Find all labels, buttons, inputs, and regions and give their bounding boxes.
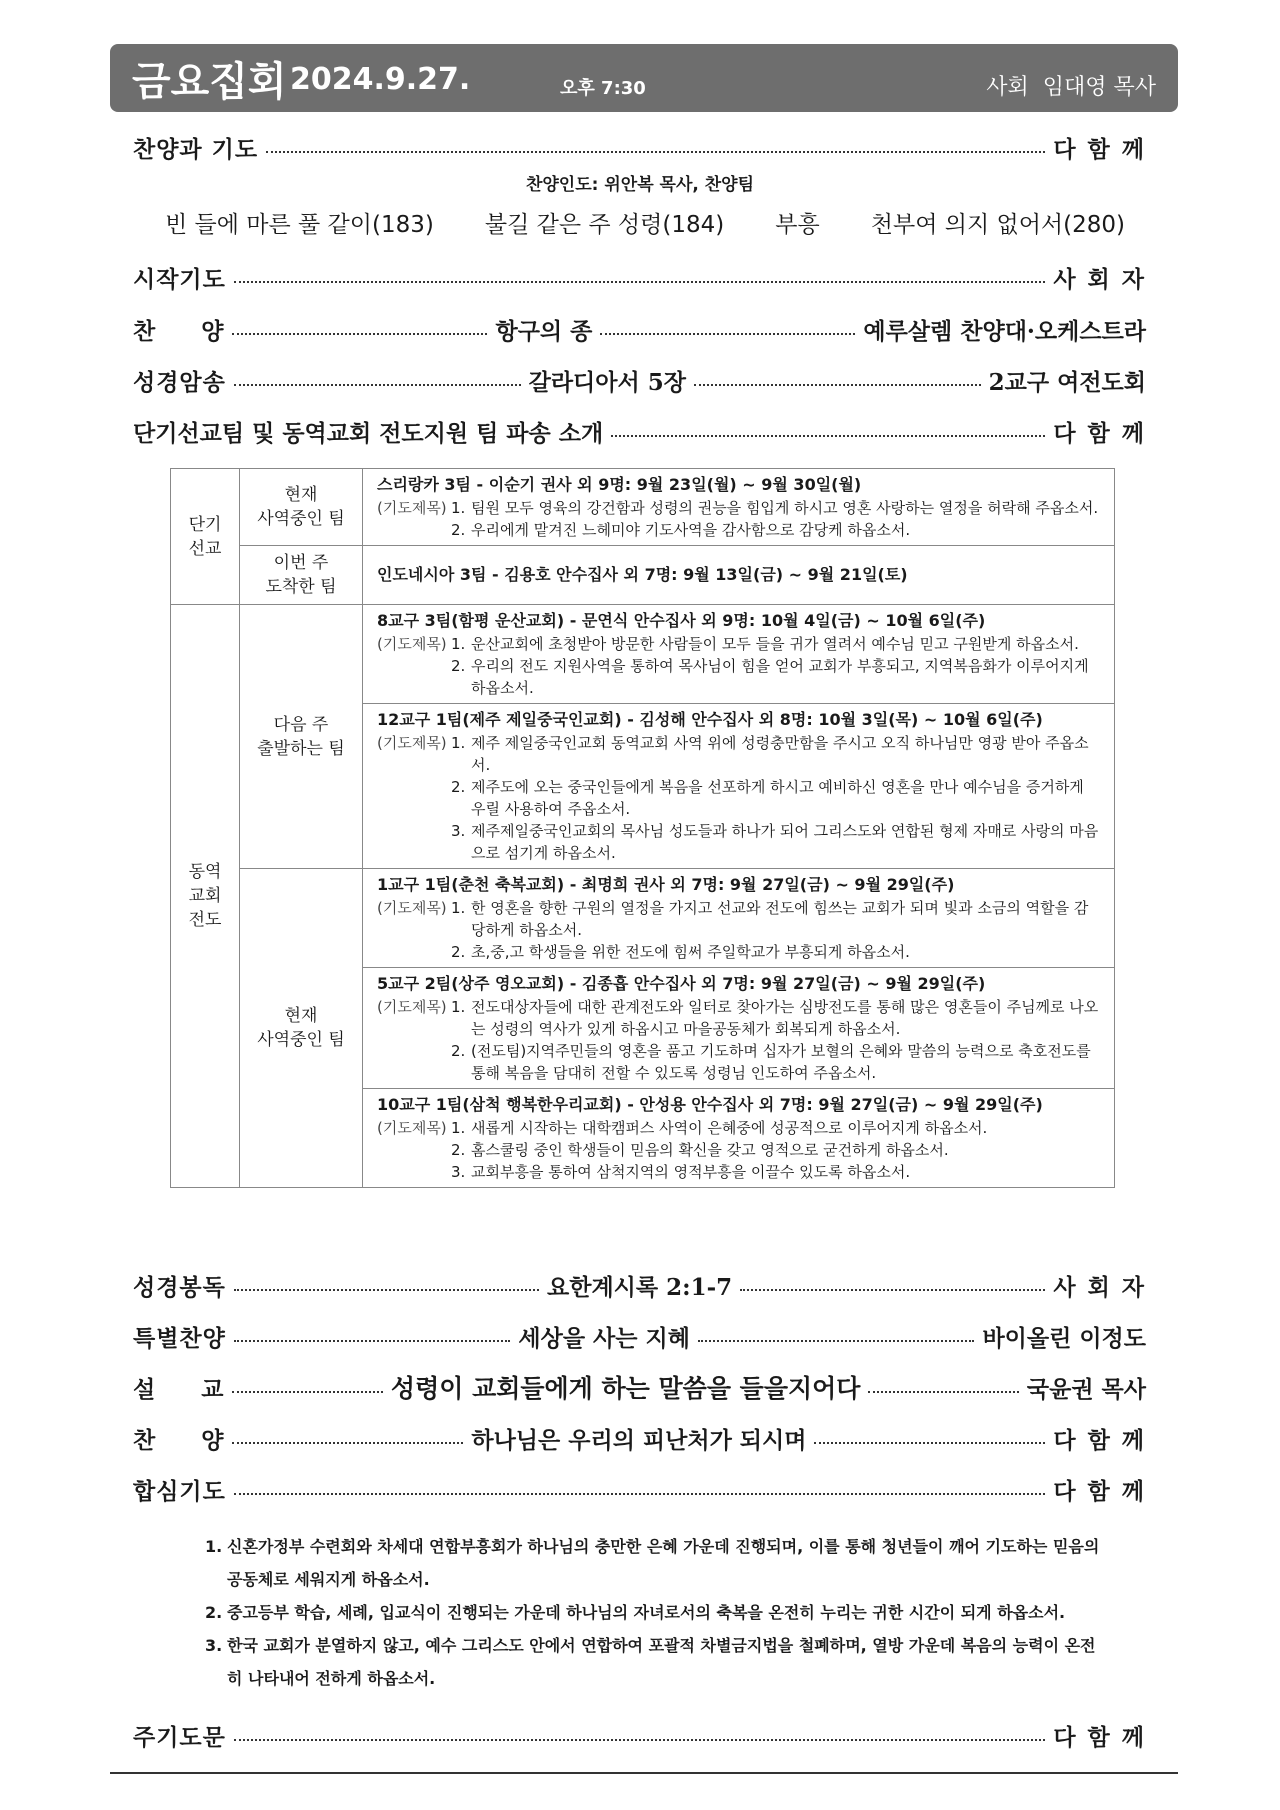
mission-team-table (170, 468, 1115, 1188)
order-performer: 국윤권 목사 (1026, 1375, 1146, 1403)
dotted-leader (232, 333, 487, 335)
order-label: 찬 양 (133, 317, 225, 345)
team-entry (363, 869, 1115, 968)
service-date: 2024.9.27. (290, 62, 471, 97)
list-item: 1. 신혼가정부 수련회와 차세대 연합부흥회가 하나님의 충만한 은혜 가운데 진행되며, 이를 통해 청년들이 깨어 기도하는 믿음의 공동체로 세워지게 하옵소서. (205, 1537, 1100, 1589)
dotted-leader (698, 1340, 975, 1342)
service-time: 오후 7:30 (560, 78, 646, 99)
order-performer: 다 함 께 (1053, 1426, 1147, 1454)
team-title: 12교구 1팀(제주 제일중국인교회) - 김성해 안수집사 외 8명: 10월 3일(목) ~ 10월 6일(주) (377, 710, 1043, 729)
order-row-scripture-reading (133, 1268, 1146, 1302)
dotted-leader (232, 1391, 382, 1393)
order-label: 성경암송 (133, 368, 226, 396)
order-label: 설 교 (133, 1375, 225, 1403)
order-performer: 2교구 여전도회 (988, 368, 1146, 396)
prayer-item: 2. 초,중,고 학생들을 위한 전도에 힘써 주일학교가 부흥되게 하옵소서. (451, 943, 910, 961)
order-row-special-praise (133, 1319, 1146, 1353)
order-label: 특별찬양 (133, 1324, 226, 1352)
prayer-item: 2. 우리에게 맡겨진 느헤미야 기도사역을 감사함으로 감당케 하옵소서. (451, 521, 911, 539)
team-entry (363, 1089, 1115, 1188)
hymn-item: 빈 들에 마른 풀 같이(183) (165, 212, 434, 238)
order-performer: 다 함 께 (1053, 419, 1146, 447)
order-label: 단기선교팀 및 동역교회 전도지원 팀 파송 소개 (133, 419, 604, 447)
hymn-item: 천부여 의지 없어서(280) (870, 212, 1125, 238)
status-current-team: 현재 사역중인 팀 (240, 869, 363, 1188)
team-title: 5교구 2팀(상주 영오교회) - 김종흡 안수집사 외 7명: 9월 27일(금) ~ 9월 29일(주) (377, 974, 986, 993)
order-row-praise (133, 312, 1146, 346)
order-performer: 사 회 자 (1053, 265, 1146, 293)
header-bar (110, 44, 1178, 112)
service-leader: 사회 임대영 목사 (986, 75, 1156, 100)
prayer-item: 2. (전도팀)지역주민들의 영혼을 품고 기도하며 십자가 보혈의 은혜와 말씀의 능력으로 축호전도를 통해 복음을 담대히 전할 수 있도록 성령님 인도하여 주옵소서. (451, 1042, 1091, 1082)
list-item: 3. 한국 교회가 분열하지 않고, 예수 그리스도 안에서 연합하여 포괄적 차별금지법을 철폐하며, 열방 가운데 복음의 능력이 온전히 나타내어 전하게 하옵소서. (205, 1636, 1096, 1688)
category-partner-church-evangelism: 동역 교회 전도 (171, 605, 240, 1188)
order-label: 찬 양 (133, 1426, 225, 1454)
order-label: 성경봉독 (133, 1273, 226, 1301)
hymn-item: 부흥 (775, 212, 820, 238)
order-label: 시작기도 (133, 265, 226, 293)
order-content: 갈라디아서 5장 (528, 368, 686, 396)
dotted-leader (234, 281, 1045, 283)
order-row-praise-2 (133, 1421, 1146, 1455)
prayer-item: (기도제목) 1. 전도대상자들에 대한 관계전도와 일터로 찾아가는 심방전도를 통해 많은 영혼들이 주님께로 나오는 성령의 역사가 있게 하옵시고 마을공동체가 회복되게 하옵소서. (377, 998, 1099, 1038)
dotted-leader (611, 435, 1045, 437)
bottom-divider (110, 1772, 1178, 1774)
sermon-title: 성령이 교회들에게 하는 말씀을 들을지어다 (390, 1374, 861, 1403)
order-row-joint-prayer (133, 1472, 1146, 1506)
prayer-item: 2. 우리의 전도 지원사역을 통하여 목사님이 힘을 얻어 교회가 부흥되고, 지역복음화가 이루어지게 하옵소서. (451, 657, 1089, 697)
dotted-leader (234, 1739, 1045, 1741)
prayer-item: (기도제목) 1. 한 영혼을 향한 구원의 열정을 가지고 선교와 전도에 힘쓰는 교회가 되며 빛과 소금의 역할을 감당하게 하옵소서. (377, 899, 1089, 939)
order-row-sermon (133, 1370, 1146, 1404)
order-row-scripture-recitation (133, 363, 1146, 397)
order-performer: 예루살렘 찬양대·오케스트라 (863, 317, 1147, 345)
order-content: 요한계시록 2:1-7 (547, 1273, 733, 1301)
order-row-team-introduction (133, 414, 1146, 448)
list-item: 2. 중고등부 학습, 세례, 입교식이 진행되는 가운데 하나님의 자녀로서의 축복을 온전히 누리는 귀한 시간이 되게 하옵소서. (205, 1603, 1066, 1622)
prayer-item: 3. 제주제일중국인교회의 목사님 성도들과 하나가 되어 그리스도와 연합된 형제 자매로 사랑의 마음으로 섬기게 하옵소서. (451, 822, 1099, 862)
dotted-leader (814, 1442, 1045, 1444)
order-row-opening-prayer (133, 260, 1146, 294)
team-title: 스리랑카 3팀 - 이순기 권사 외 9명: 9월 23일(월) ~ 9월 30일(월) (377, 475, 862, 494)
status-arrived-team: 이번 주 도착한 팀 (240, 546, 363, 605)
team-entry (363, 968, 1115, 1089)
order-performer: 사 회 자 (1053, 1273, 1147, 1301)
order-performer: 다 함 께 (1053, 1477, 1146, 1505)
order-content: 하나님은 우리의 피난처가 되시며 (471, 1426, 807, 1454)
prayer-item: 2. 제주도에 오는 중국인들에게 복음을 선포하게 하시고 예비하신 영혼을 만나 예수님을 증거하게 우릴 사용하여 주옵소서. (451, 778, 1084, 818)
order-content: 세상을 사는 지혜 (518, 1324, 690, 1352)
team-title: 8교구 3팀(함평 운산교회) - 문연식 안수집사 외 9명: 10월 4일(금) ~ 10월 6일(주) (377, 611, 986, 630)
dotted-leader (234, 1289, 539, 1291)
dotted-leader (694, 384, 981, 386)
order-label: 찬양과 기도 (133, 135, 259, 163)
order-row-lords-prayer (133, 1718, 1146, 1752)
team-title: 10교구 1팀(삼척 행복한우리교회) - 안성용 안수집사 외 7명: 9월 27일(금) ~ 9월 29일(주) (377, 1095, 1043, 1114)
category-short-term-mission: 단기 선교 (171, 469, 240, 605)
praise-leader-line: 찬양인도: 위안복 목사, 찬양팀 (525, 175, 755, 195)
prayer-item: 3. 교회부흥을 통하여 삼척지역의 영적부흥을 이끌수 있도록 하옵소서. (451, 1163, 911, 1181)
prayer-item: 2. 홈스쿨링 중인 학생들이 믿음의 확신을 갖고 영적으로 굳건하게 하옵소서. (451, 1141, 949, 1159)
prayer-item: (기도제목) 1. 운산교회에 초청받아 방문한 사람들이 모두 들을 귀가 열려서 예수님 믿고 구원받게 하옵소서. (377, 635, 1079, 653)
prayer-item: (기도제목) 1. 팀원 모두 영육의 강건함과 성령의 권능을 힘입게 하시고 영혼 사랑하는 열정을 허락해 주옵소서. (377, 499, 1099, 517)
dotted-leader (234, 1340, 511, 1342)
order-label: 합심기도 (133, 1477, 226, 1505)
order-performer: 다 함 께 (1053, 135, 1146, 163)
team-entry (363, 605, 1115, 704)
order-content: 항구의 종 (495, 317, 593, 345)
team-entry (363, 704, 1115, 869)
order-row-praise-prayer (133, 130, 1146, 164)
team-entry (363, 546, 1115, 605)
dotted-leader (740, 1289, 1045, 1291)
dotted-leader (868, 1391, 1018, 1393)
dotted-leader (266, 151, 1045, 153)
service-title: 금요집회 (132, 59, 287, 105)
order-performer: 다 함 께 (1053, 1723, 1146, 1751)
status-current-team: 현재 사역중인 팀 (240, 469, 363, 546)
prayer-item: (기도제목) 1. 새롭게 시작하는 대학캠퍼스 사역이 은혜중에 성공적으로 이루어지게 하옵소서. (377, 1119, 988, 1137)
dotted-leader (234, 1493, 1045, 1495)
order-label: 주기도문 (133, 1723, 226, 1751)
prayer-item: (기도제목) 1. 제주 제일중국인교회 동역교회 사역 위에 성령충만함을 주시고 오직 하나님만 영광 받아 주옵소서. (377, 734, 1089, 774)
dotted-leader (234, 384, 521, 386)
team-entry (363, 469, 1115, 546)
dotted-leader (232, 1442, 463, 1444)
order-performer: 바이올린 이정도 (982, 1324, 1146, 1352)
hymn-list (165, 206, 1125, 239)
dotted-leader (600, 333, 855, 335)
status-next-week-team: 다음 주 출발하는 팀 (240, 605, 363, 869)
team-title: 인도네시아 3팀 - 김용호 안수집사 외 7명: 9월 13일(금) ~ 9월 21일(토) (377, 565, 908, 584)
hymn-item: 불길 같은 주 성령(184) (484, 212, 725, 238)
team-title: 1교구 1팀(춘천 축복교회) - 최명희 권사 외 7명: 9월 27일(금) ~ 9월 29일(주) (377, 875, 955, 894)
joint-prayer-list (205, 1530, 1105, 1695)
